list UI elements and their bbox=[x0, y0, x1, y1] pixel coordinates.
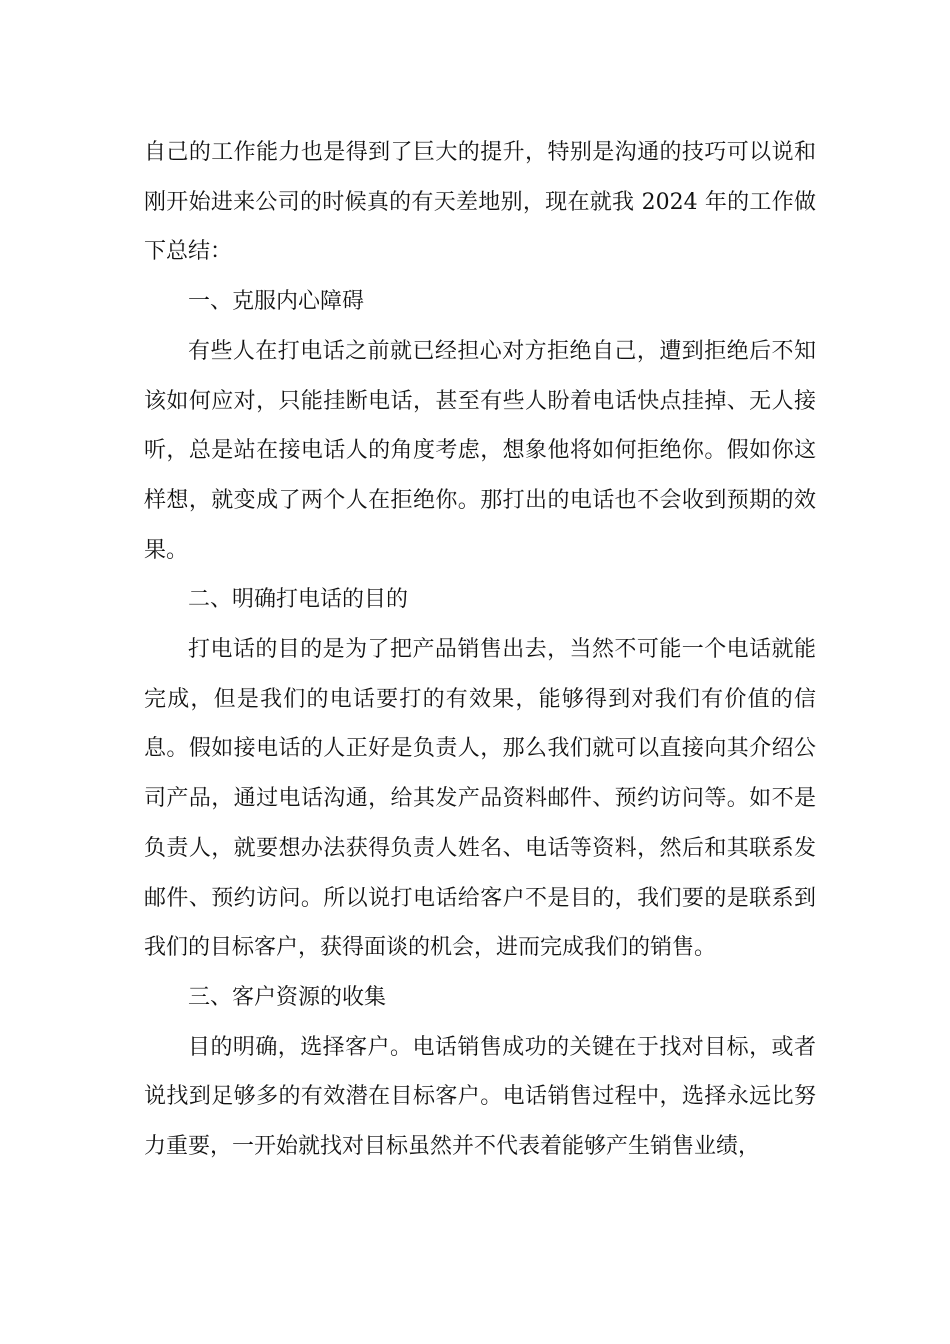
paragraph-intro: 自己的工作能力也是得到了巨大的提升，特别是沟通的技巧可以说和刚开始进来公司的时候真的有天差地别，现在就我 2024 年的工作做下总结： bbox=[144, 140, 816, 265]
section-heading-1: 一、克服内心障碍 bbox=[188, 289, 365, 315]
section-heading-3: 三、客户资源的收集 bbox=[188, 984, 387, 1010]
paragraph-section-3: 目的明确，选择客户。电话销售成功的关键在于找对目标，或者说找到足够多的有效潜在目标客户。电话销售过程中，选择永远比努力重要，一开始就找对目标虽然并不代表着能够产生销售业绩， bbox=[144, 1034, 816, 1160]
paragraph-section-2: 打电话的目的是为了把产品销售出去，当然不可能一个电话就能完成，但是我们的电话要打的有效果，能够得到对我们有价值的信息。假如接电话的人正好是负责人，那么我们就可以直接向其介绍公司产品，通过电话沟通，给其发产品资料邮件、预约访问等。如不是负责人，就要想办法获得负责人姓名、电话等资料，然后和其联系发邮件、预约访问。所以说打电话给客户不是目的，我们要的是联系到我们的目标客户，获得面谈的机会，进而完成我们的销售。 bbox=[144, 637, 816, 961]
document-body bbox=[144, 128, 816, 1172]
section-heading-2: 二、明确打电话的目的 bbox=[188, 587, 409, 613]
paragraph-section-1: 有些人在打电话之前就已经担心对方拒绝自己，遭到拒绝后不知该如何应对，只能挂断电话，甚至有些人盼着电话快点挂掉、无人接听，总是站在接电话人的角度考虑，想象他将如何拒绝你。假如你这样想，就变成了两个人在拒绝你。那打出的电话也不会收到预期的效果。 bbox=[144, 338, 816, 563]
